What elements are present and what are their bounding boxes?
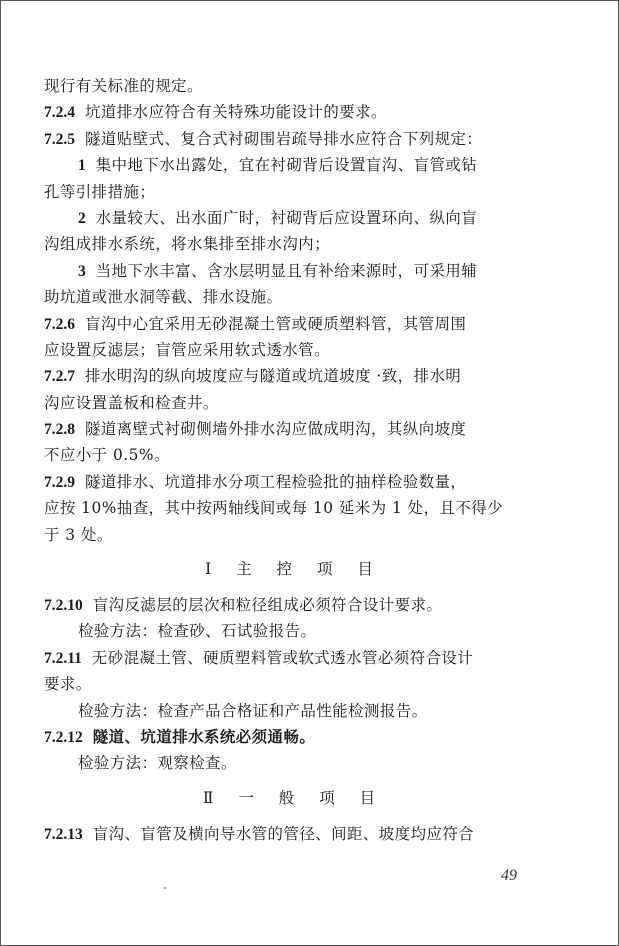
clause-7-2-10 <box>44 592 544 618</box>
line-text: 于 3 处。 <box>44 525 113 544</box>
page-content <box>44 73 544 847</box>
method-text: 检验方法：检查砂、石试验报告。 <box>78 622 317 641</box>
item-number: 2 <box>78 209 86 227</box>
clause-text: 隧道离壁式衬砌侧墙外排水沟应做成明沟，其纵向坡度 <box>85 420 467 439</box>
clause-number: 7.2.4 <box>44 104 75 122</box>
method-text: 检验方法：检查产品合格证和产品性能检测报告。 <box>78 701 428 720</box>
item-text: 集中地下水出露处，宜在衬砌背后设置盲沟、盲管或钻 <box>95 156 478 175</box>
clause-number: 7.2.12 <box>44 728 83 746</box>
item-number: 1 <box>78 157 86 175</box>
inspection-method <box>44 750 544 776</box>
clause-text: 无砂混凝土管、硬质塑料管或软式透水管必须符合设计 <box>91 648 474 667</box>
clause-text: 盲沟中心宜采用无砂混凝土管或硬质塑料管，其管周围 <box>85 314 467 333</box>
method-text: 检验方法：观察检查。 <box>78 754 237 773</box>
clause-7-2-4 <box>44 99 544 125</box>
page-number: 49 <box>501 867 517 884</box>
clause-number: 7.2.10 <box>44 597 83 615</box>
scan-speck <box>164 887 166 889</box>
clause-7-2-11 <box>44 645 544 671</box>
item-2 <box>44 205 544 231</box>
text-line <box>44 390 544 416</box>
line-text: 要求。 <box>44 675 92 694</box>
line-text: 应按 10%抽查，其中按两轴线间或每 10 延米为 1 处，且不得少 <box>44 499 504 518</box>
section-heading-main-control: Ⅰ 主 控 项 目 <box>205 560 383 579</box>
clause-number: 7.2.9 <box>44 473 75 491</box>
clause-number: 7.2.11 <box>44 649 82 667</box>
clause-text: 盲沟、盲管及横向导水管的管径、间距、坡度均应符合 <box>92 824 475 843</box>
text-line <box>44 73 544 99</box>
text-line <box>44 231 544 257</box>
line-text: 不应小于 0.5%。 <box>44 446 170 465</box>
text-line <box>44 522 544 548</box>
clause-number: 7.2.6 <box>44 315 75 333</box>
clause-number: 7.2.13 <box>44 825 83 843</box>
clause-number: 7.2.8 <box>44 421 75 439</box>
text-line <box>44 284 544 310</box>
line-text: 孔等引排措施； <box>44 182 156 201</box>
clause-number: 7.2.7 <box>44 368 75 386</box>
section-heading-general: Ⅱ 一 般 项 目 <box>202 788 386 807</box>
inspection-method <box>44 698 544 724</box>
inspection-method <box>44 618 544 644</box>
item-text: 水量较大、出水面广时，衬砌背后应设置环向、纵向盲 <box>95 208 478 227</box>
text-line <box>44 671 544 697</box>
clause-7-2-9 <box>44 469 544 495</box>
clause-text: 隧道排水、坑道排水分项工程检验批的抽样检验数量， <box>85 472 467 491</box>
text-line <box>44 495 544 521</box>
clause-number: 7.2.5 <box>44 130 75 148</box>
text-line <box>44 337 544 363</box>
item-1 <box>44 152 544 178</box>
clause-7-2-6 <box>44 311 544 337</box>
line-text: 沟应设置盖板和检查井。 <box>44 393 219 412</box>
line-text: 沟组成排水系统，将水集排至排水沟内； <box>44 235 331 254</box>
clause-text: 盲沟反滤层的层次和粒径组成必须符合设计要求。 <box>92 596 443 615</box>
item-3 <box>44 258 544 284</box>
clause-text: 坑道排水应符合有关特殊功能设计的要求。 <box>85 103 387 122</box>
text-line <box>44 179 544 205</box>
line-text: 助坑道或泄水洞等截、排水设施。 <box>44 288 283 307</box>
text-line <box>44 442 544 468</box>
clause-text: 隧道、坑道排水系统必须通畅。 <box>92 727 316 746</box>
clause-7-2-13 <box>44 821 544 847</box>
line-text: 应设置反滤层；盲管应采用软式透水管。 <box>44 340 331 359</box>
clause-7-2-8 <box>44 416 544 442</box>
line-text: 现行有关标准的规定。 <box>44 77 203 95</box>
clause-7-2-5 <box>44 126 544 152</box>
clause-text: 排水明沟的纵向坡度应与隧道或坑道坡度 ·致，排水明 <box>85 367 462 386</box>
item-number: 3 <box>78 262 86 280</box>
clause-text: 隧道贴壁式、复合式衬砌围岩疏导排水应符合下列规定： <box>85 129 483 148</box>
clause-7-2-7 <box>44 363 544 389</box>
clause-7-2-12 <box>44 724 544 750</box>
item-text: 当地下水丰富、含水层明显且有补给来源时，可采用辅 <box>95 261 478 280</box>
